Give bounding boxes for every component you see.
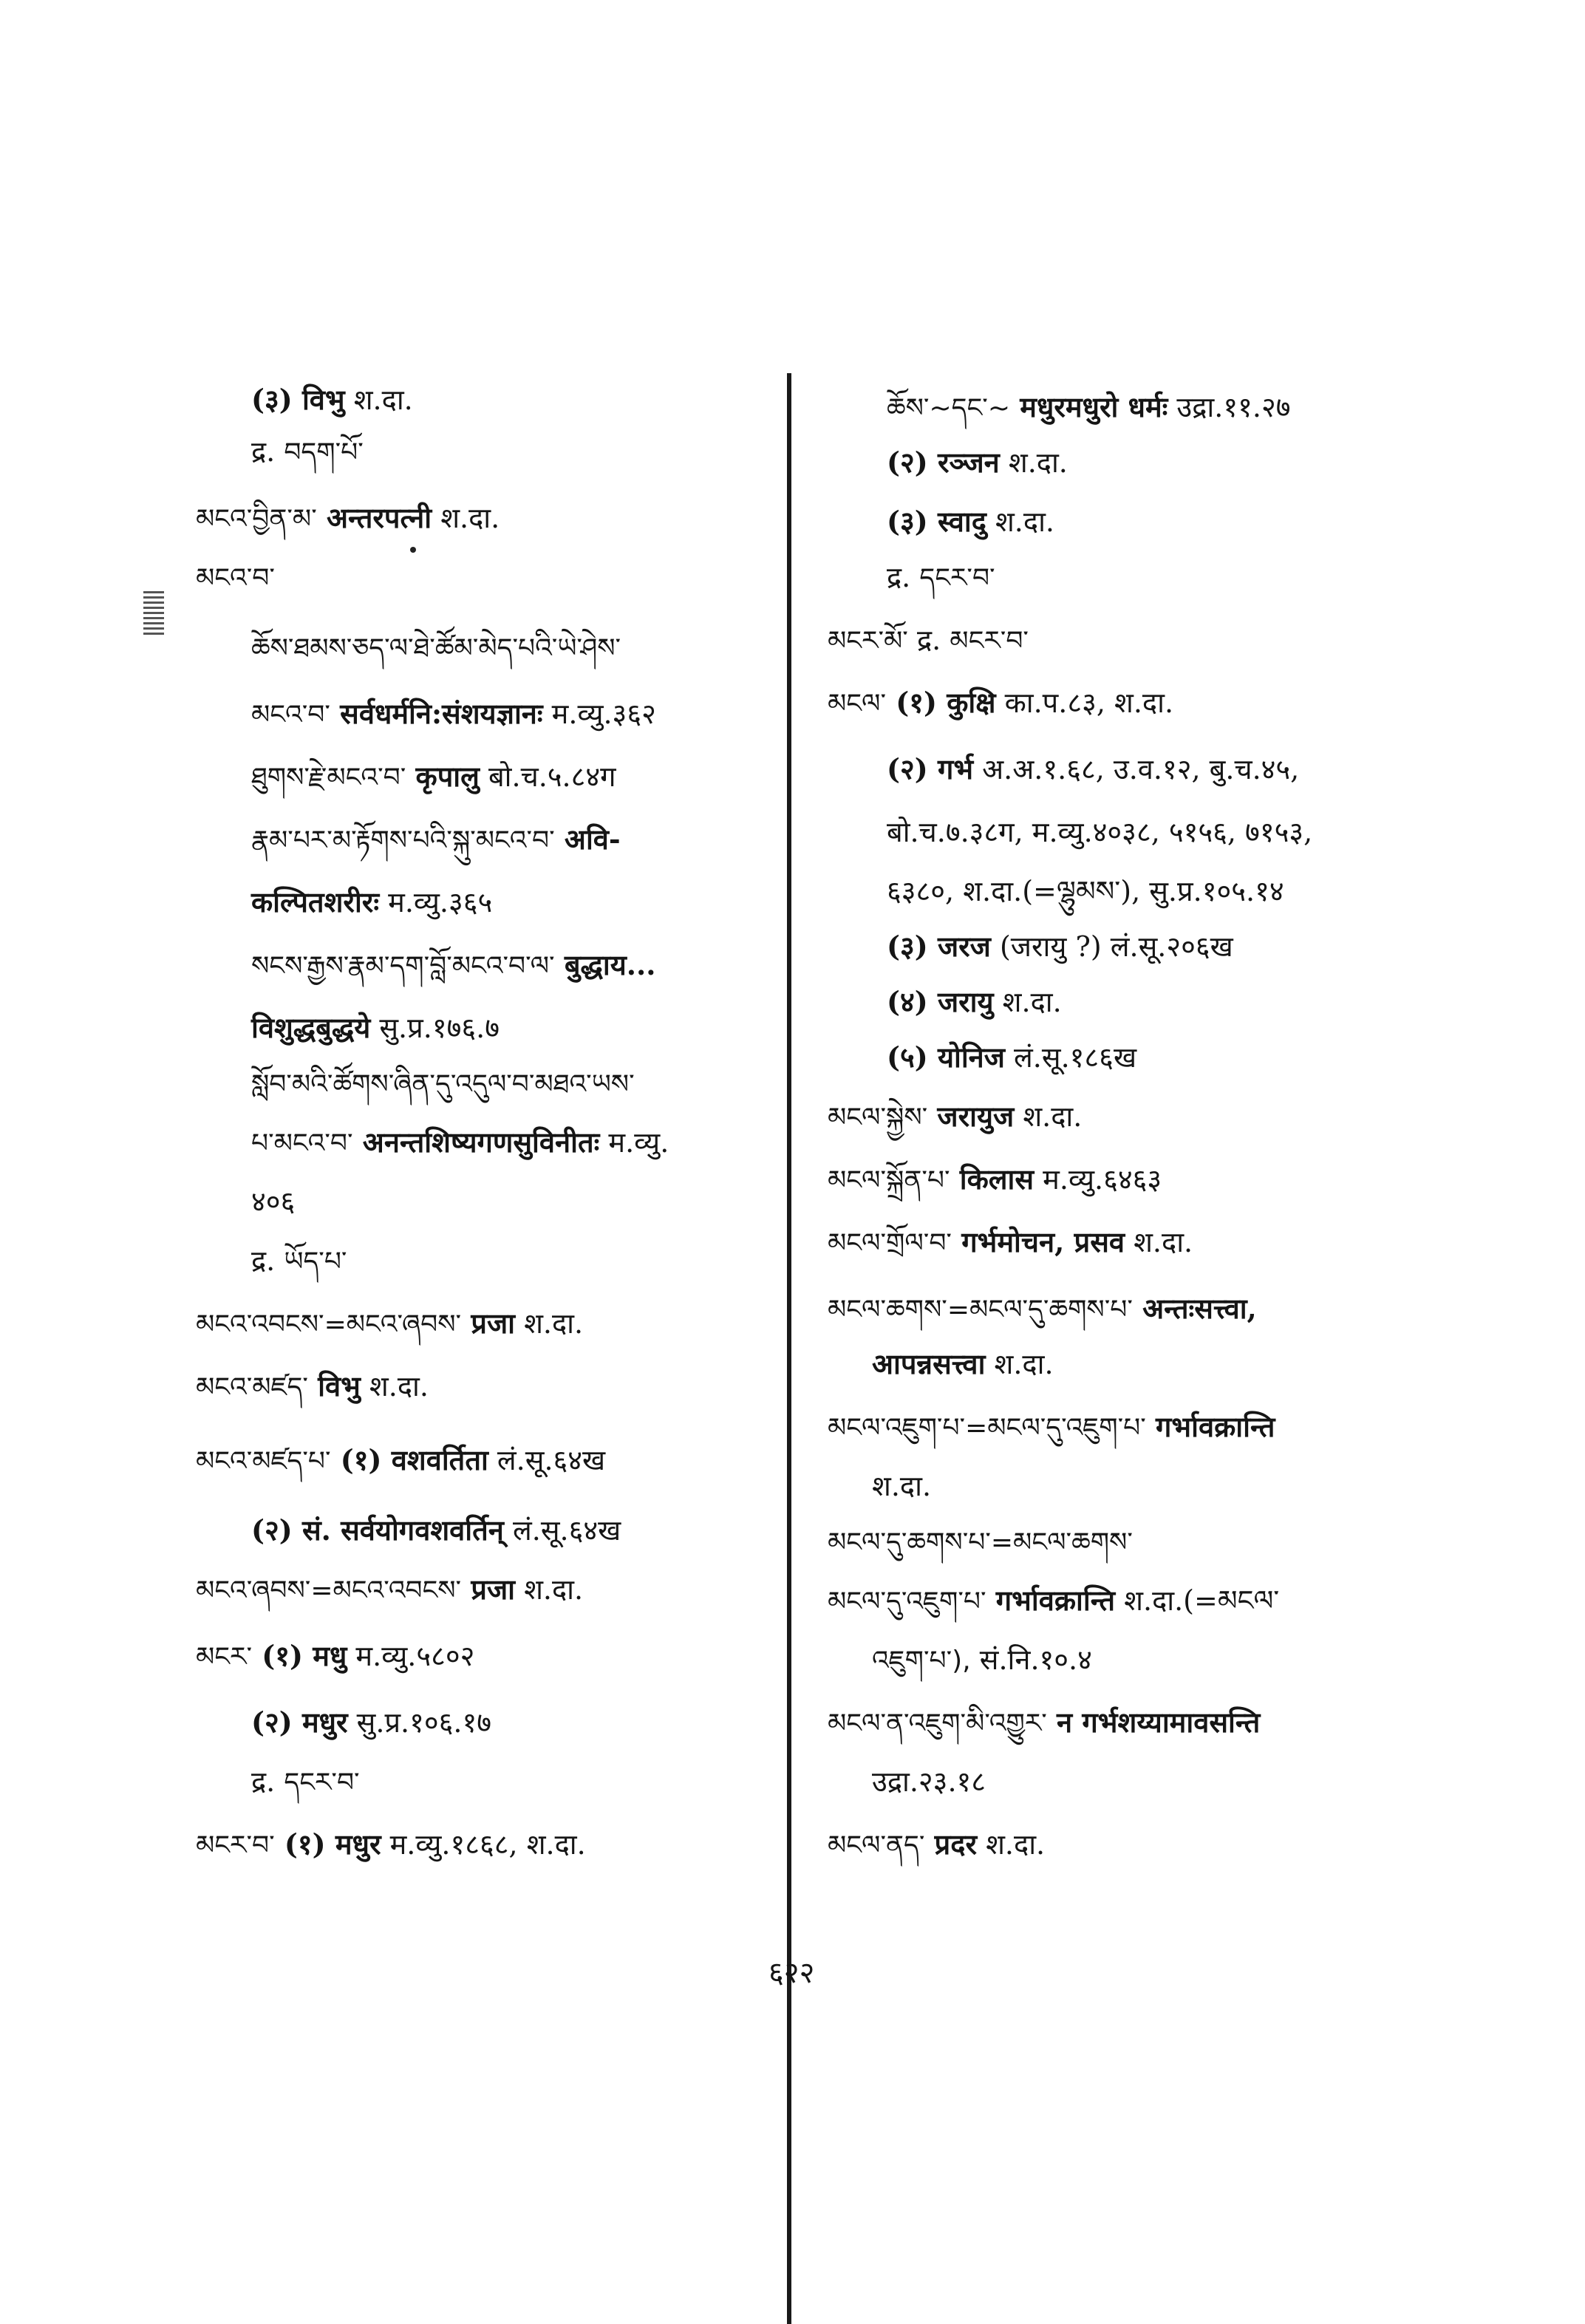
- dictionary-line: མངལ་འཇུག་པ་=མངལ་དུ་འཇུག་པ་ गर्भावक्रान्ति: [828, 1410, 1275, 1443]
- dictionary-line: མངལ་ཆགས་=མངལ་དུ་ཆགས་པ་ अन्तःसत्त्वा,: [828, 1292, 1257, 1325]
- dictionary-line: སངས་རྒྱས་རྣམ་དག་བློ་མངའ་བ་ལ་ बुद्धाय...: [251, 948, 656, 981]
- dictionary-line: (४) जरायु श.दा.: [887, 985, 1062, 1018]
- dictionary-line: ཆོས་ཐམས་ཅད་ལ་ཐེ་ཚོམ་མེད་པའི་ཡེ་ཤེས་: [251, 633, 621, 664]
- dictionary-line: (२) सं. सर्वयोगवशवर्तिन् लं.सू.६४ख: [251, 1513, 621, 1547]
- dictionary-line: विशुद्धबुद्धये सु.प्र.१७६.७: [251, 1011, 500, 1044]
- dictionary-line: (५) योनिज लं.सू.१८६ख: [887, 1040, 1137, 1074]
- dictionary-line: द्र. དངར་བ་: [251, 1765, 360, 1798]
- ink-dot: [410, 547, 416, 553]
- dictionary-line: (२) रञ्जन श.दा.: [887, 446, 1068, 479]
- dictionary-line: ཆོས་~དང་~ मधुरमधुरो धर्मः उद्रा.११.२७: [887, 390, 1291, 423]
- dictionary-line: बो.च.७.३८ग, म.व्यु.४०३८, ५१५६, ७१५३,: [887, 816, 1313, 848]
- dictionary-line: མངལ་ནད་ प्रदर श.दा.: [828, 1827, 1046, 1861]
- dictionary-line: (३) जरज (जरायु ?) लं.सू.२०६ख: [887, 930, 1233, 963]
- dictionary-line: ཐུགས་རྗེ་མངའ་བ་ कृपालु बो.च.५.८४ग: [251, 760, 616, 793]
- dictionary-line: ४०६: [251, 1185, 296, 1218]
- dictionary-line: མངལ་དུ་ཆགས་པ་=མངལ་ཆགས་: [828, 1527, 1133, 1558]
- dictionary-line: འཇུག་པ་), सं.नि.१०.४: [872, 1643, 1092, 1676]
- dictionary-line: མངའ་འབངས་=མངའ་ཞབས་ प्रजा श.दा.: [196, 1306, 584, 1340]
- dictionary-line: (२) मधुर सु.प्र.१०६.१७: [251, 1705, 492, 1739]
- dictionary-line: མངའ་ཞབས་=མངའ་འབངས་ प्रजा श.दा.: [196, 1572, 584, 1606]
- dictionary-line: སློབ་མའི་ཚོགས་ཞིན་དུ་འདུལ་བ་མཐའ་ཡས་: [251, 1069, 635, 1100]
- dictionary-line: कल्पितशरीरः म.व्यु.३६५: [251, 885, 493, 919]
- dictionary-line: (३) स्वादु श.दा.: [887, 505, 1054, 538]
- dictionary-line: उद्रा.२३.१८: [872, 1765, 986, 1798]
- dictionary-line: श.दा.: [872, 1470, 932, 1502]
- dictionary-line: མངལ་སྐྱེས་ जरायुज श.दा.: [828, 1100, 1083, 1133]
- dictionary-line: མངའ་བ་: [196, 563, 275, 593]
- dictionary-line: པ་མངའ་བ་ अनन्तशिष्यगणसुविनीतः म.व्यु.: [251, 1125, 669, 1159]
- dictionary-line: ६३८०, श.दा.(=ལྷུམས་), सु.प्र.१०५.१४: [887, 875, 1284, 907]
- dictionary-line: द्र. དངར་བ་: [887, 561, 995, 593]
- dictionary-line: द्र. ཡོད་པ་: [251, 1244, 347, 1277]
- dictionary-line: (२) गर्भ अ.अ.१.६८, उ.व.१२, बु.च.४५,: [887, 752, 1300, 786]
- dictionary-line: མངའ་བ་ सर्वधर्मनि:संशयज्ञानः म.व्यु.३६२: [251, 697, 656, 730]
- dictionary-line: द्र. བདག་པོ་: [251, 435, 364, 468]
- dictionary-line: མངའ་བྱིན་མ་ अन्तरपत्नी श.दा.: [196, 501, 500, 534]
- dictionary-line: མངལ་ (१) कुक्षि का.प.८३, श.दा.: [828, 686, 1174, 719]
- dictionary-line: མངལ་དུ་འཇུག་པ་ गर्भावक्रान्ति श.दा.(=མངལ་: [828, 1584, 1280, 1617]
- dictionary-line: རྣམ་པར་མ་རྟོགས་པའི་སྐུ་མངའ་བ་ अवि-: [251, 822, 621, 856]
- dictionary-line: མངལ་ན་འཇུག་མི་འགྱུར་ न गर्भशय्यामावसन्ति: [828, 1705, 1261, 1739]
- margin-mark: [143, 591, 164, 635]
- dictionary-line: མངར་ (१) मधु म.व्यु.५८०२: [196, 1639, 475, 1672]
- column-divider: [787, 373, 791, 2324]
- dictionary-line: མངའ་མཛད་པ་ (१) वशवर्तिता लं.सू.६४ख: [196, 1443, 606, 1476]
- dictionary-line: མངའ་མཛད་ विभु श.दा.: [196, 1369, 429, 1403]
- dictionary-line: མངལ་གྲོལ་བ་ गर्भमोचन, प्रसव श.दा.: [828, 1225, 1193, 1258]
- dictionary-line: མངར་བ་ (१) मधुर म.व्यु.१८६८, श.दा.: [196, 1827, 586, 1861]
- dictionary-line: आपन्नसत्त्वा श.दा.: [872, 1347, 1054, 1380]
- dictionary-line: མངར་མོ་ द्र. མངར་བ་: [828, 624, 1029, 656]
- dictionary-line: མངལ་སྐྲོན་པ་ किलास म.व्यु.६४६३: [828, 1162, 1162, 1196]
- dictionary-line: (३) विभु श.दा.: [251, 383, 413, 416]
- page-number: ६२२: [768, 1956, 815, 1990]
